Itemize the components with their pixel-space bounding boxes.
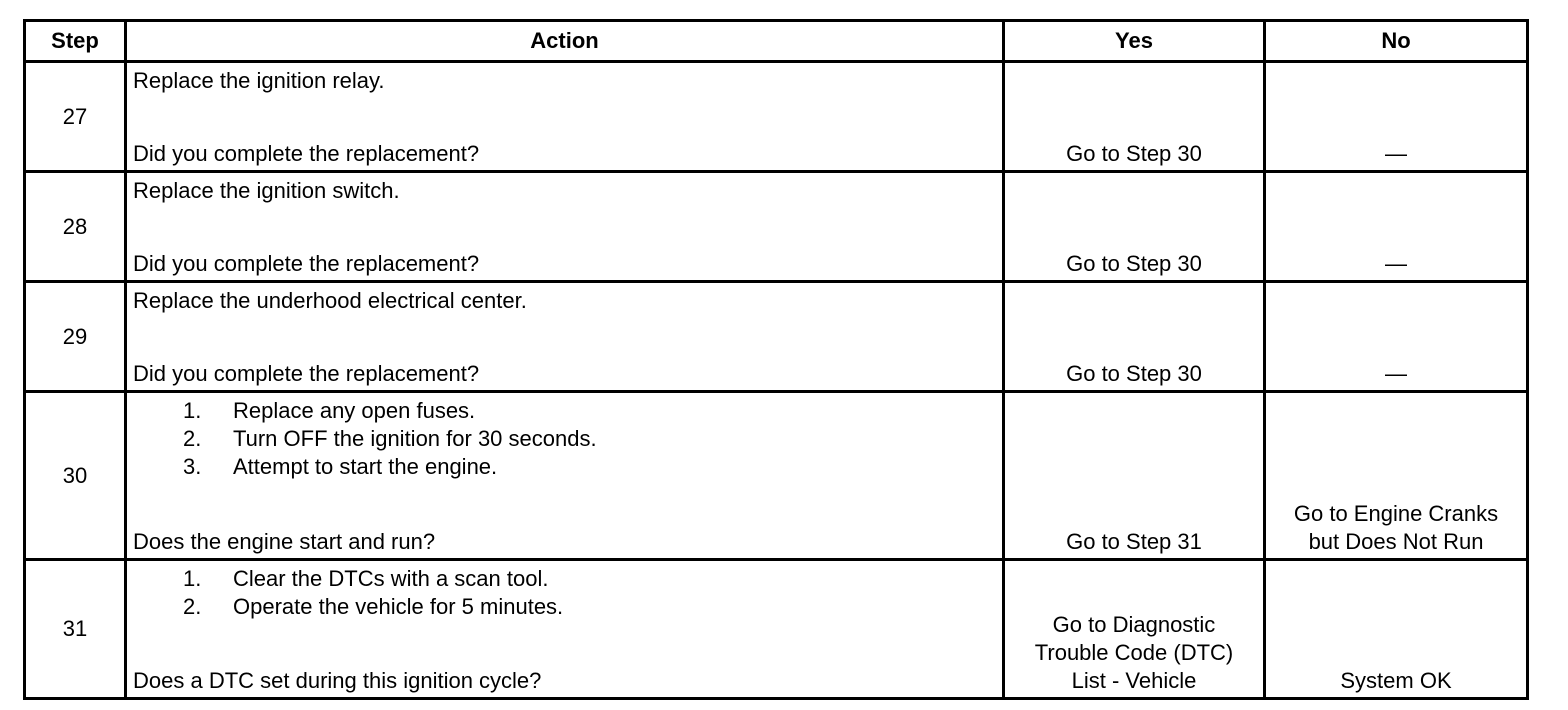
action-cell <box>126 282 1004 392</box>
yes-result <box>1004 560 1265 699</box>
substep-text: Turn OFF the ignition for 30 seconds. <box>233 426 597 451</box>
substep-list <box>133 397 996 481</box>
substep-item <box>133 593 996 621</box>
table-row <box>25 172 1528 282</box>
action-cell <box>126 560 1004 699</box>
substep-text: Replace any open fuses. <box>233 398 476 423</box>
action-question: Does a DTC set during this ignition cycle? <box>133 668 542 693</box>
action-question: Did you complete the replacement? <box>133 251 480 276</box>
action-instruction: Replace the ignition switch. <box>133 178 400 203</box>
substep-list <box>133 565 996 621</box>
table-row <box>25 392 1528 560</box>
action-question: Did you complete the replacement? <box>133 141 480 166</box>
substep-number: 1. <box>183 398 202 423</box>
table-row <box>25 282 1528 392</box>
no-result <box>1265 392 1528 560</box>
table-row <box>25 62 1528 172</box>
substep-item <box>133 425 996 453</box>
step-number: 29 <box>25 282 126 392</box>
action-question: Does the engine start and run? <box>133 529 436 554</box>
yes-result-line: Go to Diagnostic <box>1052 612 1216 637</box>
yes-result-line: List - Vehicle <box>1071 668 1197 693</box>
no-result: System OK <box>1265 560 1528 699</box>
yes-result: Go to Step 30 <box>1004 172 1265 282</box>
action-question: Did you complete the replacement? <box>133 361 480 386</box>
no-result: — <box>1265 172 1528 282</box>
substep-number: 1. <box>183 566 202 591</box>
action-instruction: Replace the ignition relay. <box>133 68 385 93</box>
step-number: 28 <box>25 172 126 282</box>
table-row <box>25 560 1528 699</box>
diagnostic-table <box>23 19 1529 700</box>
no-result: — <box>1265 282 1528 392</box>
substep-number: 2. <box>183 594 202 619</box>
header-step: Step <box>25 21 126 62</box>
yes-result-line: Trouble Code (DTC) <box>1034 640 1234 665</box>
substep-text: Attempt to start the engine. <box>233 454 498 479</box>
substep-number: 2. <box>183 426 202 451</box>
action-cell <box>126 62 1004 172</box>
yes-result: Go to Step 31 <box>1004 392 1265 560</box>
header-no: No <box>1265 21 1528 62</box>
step-number: 31 <box>25 560 126 699</box>
action-instruction: Replace the underhood electrical center. <box>133 288 527 313</box>
substep-text: Operate the vehicle for 5 minutes. <box>233 594 564 619</box>
no-result-line: but Does Not Run <box>1308 529 1484 554</box>
step-number: 27 <box>25 62 126 172</box>
yes-result: Go to Step 30 <box>1004 62 1265 172</box>
substep-text: Clear the DTCs with a scan tool. <box>233 566 549 591</box>
step-number: 30 <box>25 392 126 560</box>
header-yes: Yes <box>1004 21 1265 62</box>
substep-item <box>133 453 996 481</box>
substep-item <box>133 565 996 593</box>
header-action: Action <box>126 21 1004 62</box>
substep-item <box>133 397 996 425</box>
action-cell <box>126 392 1004 560</box>
header-row <box>25 21 1528 62</box>
no-result: — <box>1265 62 1528 172</box>
action-cell <box>126 172 1004 282</box>
substep-number: 3. <box>183 454 202 479</box>
yes-result: Go to Step 30 <box>1004 282 1265 392</box>
no-result-line: Go to Engine Cranks <box>1293 501 1499 526</box>
